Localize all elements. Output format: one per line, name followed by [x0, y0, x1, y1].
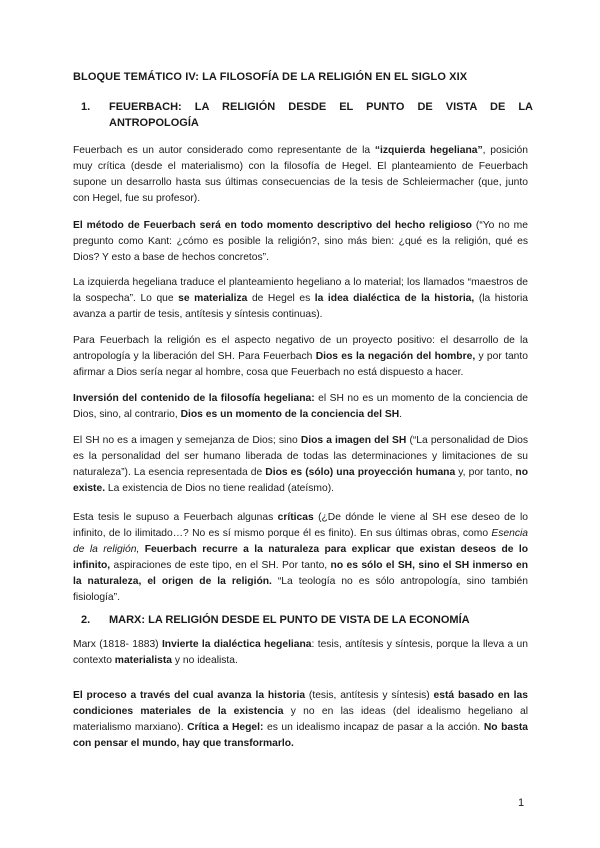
italic-span: Esencia de la religión,: [73, 528, 528, 555]
section-2-number: 2.: [81, 614, 91, 626]
section-1-heading: [73, 99, 533, 131]
text-span: y no idealista.: [172, 655, 238, 666]
text-span: .: [399, 409, 403, 420]
paragraph-3: [73, 275, 528, 323]
bold-span: está basado en las condiciones materiales de la existencia: [73, 690, 528, 717]
bold-span: “izquierda hegeliana”: [374, 145, 483, 156]
bold-span: críticas: [277, 512, 314, 523]
text-span: (la historia avanza a partir de tesis, antítesis y síntesis continuas).: [73, 293, 528, 320]
document-title: BLOQUE TEMÁTICO IV: LA FILOSOFÍA DE LA RELIGIÓN EN EL SIGLO XIX: [73, 71, 468, 83]
text-span: , posición muy crítica (desde el materialismo) con la filosofía de Hegel. El planteamiento de Feuerbach supone un desarrollo hasta sus últimas consecuencias de la tesis de Schleiermacher (que, junto con Hegel, fue su profesor).: [73, 145, 528, 204]
text-span: aspiraciones de este tipo, en el SH. Por tanto,: [110, 560, 331, 571]
text-span: : tesis, antítesis y síntesis, porque la lleva a un contexto: [73, 639, 528, 666]
paragraph-4: [73, 333, 528, 381]
bold-span: materialista: [114, 655, 173, 666]
text-span: y, por tanto,: [455, 467, 516, 478]
text-span: (¿De dónde le viene al SH ese deseo de lo infinito, de lo ilimitado…? No es sí mismo porque él es finito). En sus últimas obras, como: [73, 512, 528, 539]
bold-span: Dios a imagen del SH: [300, 435, 407, 446]
text-span: y por tanto afirmar a Dios sería negar al hombre, cosa que Feuerbach no está dispuesto a hacer.: [73, 351, 528, 378]
paragraph-8: [73, 637, 528, 669]
text-span: Marx (1818- 1883): [73, 639, 162, 650]
text-span: Para Feuerbach la religión es el aspecto negativo de un proyecto positivo: el desarrollo de la antropología y la liberación del SH. Para Feuerbach: [73, 335, 528, 362]
bold-span: Dios es (sólo) una proyección humana: [265, 467, 456, 478]
bold-span: se materializa: [178, 293, 248, 304]
paragraph-5: [73, 391, 528, 423]
bold-span: Invierte la dialéctica hegeliana: [161, 639, 312, 650]
text-span: y no en las ideas (del idealismo hegeliano al materialismo marxiano).: [73, 706, 528, 733]
bold-span: Crítica a Hegel:: [187, 722, 264, 733]
paragraph-2: [73, 218, 528, 266]
paragraph-9: [73, 688, 528, 752]
section-2-heading: [73, 612, 533, 628]
text-span: La existencia de Dios no tiene realidad (ateísmo).: [105, 483, 335, 494]
text-span: es un idealismo incapaz de pasar a la acción.: [263, 722, 484, 733]
text-span: de Hegel es: [247, 293, 315, 304]
text-span: Feuerbach es un autor considerado como representante de la: [73, 145, 375, 156]
text-span: (“Yo no me pregunto como Kant: ¿cómo es posible la religión?, sino más bien: ¿qué es la religión, qué es Dios? Y esto a base de hechos concretos”.: [73, 220, 528, 263]
text-span: El SH no es a imagen y semejanza de Dios; sino: [73, 435, 301, 446]
section-1-title: FEUERBACH: LA RELIGIÓN DESDE EL PUNTO DE VISTA DE LA ANTROPOLOGÍA: [109, 101, 533, 129]
text-span: “La teología no es sólo antropología, sino también fisiología”.: [73, 576, 529, 603]
text-span: el SH no es un momento de la conciencia de Dios, sino, al contrario,: [73, 393, 528, 420]
section-1-number: 1.: [81, 101, 91, 113]
text-span: Esta tesis le supuso a Feuerbach algunas: [73, 512, 278, 523]
bold-span: Dios es la negación del hombre,: [315, 351, 476, 362]
text-span: (tesis, antítesis y síntesis): [305, 690, 434, 701]
section-2-title: MARX: LA RELIGIÓN DESDE EL PUNTO DE VISTA DE LA ECONOMÍA: [109, 614, 470, 626]
bold-span: El método de Feuerbach será en todo momento descriptivo del hecho religioso: [73, 220, 472, 231]
bold-span: no existe.: [73, 467, 528, 494]
paragraph-1: [73, 143, 528, 207]
page-number: 1: [518, 797, 525, 809]
paragraph-7: [73, 510, 528, 606]
bold-span: Dios es un momento de la conciencia del SH: [180, 409, 400, 420]
bold-span: no es sólo el SH, sino el SH inmerso en la naturaleza, el origen de la religión.: [73, 560, 528, 587]
text-span: La izquierda hegeliana traduce el planteamiento hegeliano a lo material; los llamados “maestros de la sospecha”. Lo que: [73, 277, 528, 304]
paragraph-6: [73, 433, 528, 497]
bold-span: la idea dialéctica de la historia,: [314, 293, 475, 304]
text-span: (“La personalidad de Dios es la personalidad del ser humano liberada de todas las determinaciones y limitaciones de su naturaleza”). La esencia representada de: [73, 435, 528, 478]
bold-span: Feuerbach recurre a la naturaleza para explicar que existan deseos de lo infinito,: [73, 544, 529, 571]
bold-span: No basta con pensar el mundo, hay que transformarlo.: [73, 722, 528, 749]
bold-span: Inversión del contenido de la filosofía hegeliana:: [73, 393, 315, 404]
bold-span: El proceso a través del cual avanza la historia: [73, 690, 306, 701]
